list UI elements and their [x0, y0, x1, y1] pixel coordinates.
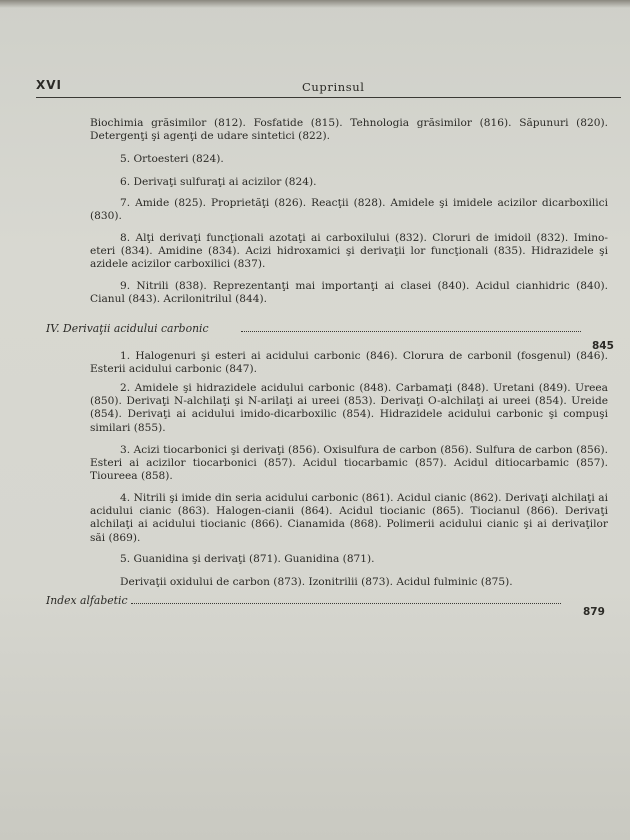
toc-index [36, 594, 621, 608]
toc-entry-nitrogen-derivatives: 8. Alţi derivaţi funcţionali azotaţi ai carboxilului (832). Cloruri de imidoil (832). Imino-eteri (834). Amidine (834). Acizi hidroxamici şi derivaţii lor funcţionali (835). Hidrazidele şi azidele acizilor carboxilici (837). [90, 232, 608, 271]
toc-entry-fat-biochemistry: Biochimia grăsimilor (812). Fosfatide (815). Tehnologia grăsimilor (816). Săpunuri (820). Detergenţi şi agenţi de udare sintetici (822). [90, 117, 608, 143]
toc-entry-carbonic-amides: 2. Amidele şi hidrazidele acidului carbonic (848). Carbamaţi (848). Uretani (849). Ureea (850). Derivaţi N-alchilaţi şi N-arilaţi ai ureei (853). Derivaţi O-alchilaţi ai ureei (854). Ureide (854). Derivaţi ai acidului imido-dicarboxilic (854). Hidrazidele acidului carbonic şi compuşi similari (855). [90, 382, 608, 434]
toc-entry-amides: 7. Amide (825). Proprietăţi (826). Reacţii (828). Amidele şi imidele acizilor dicarboxilici (830). [90, 197, 608, 223]
toc-entry-carbonic-halides: 1. Halogenuri şi esteri ai acidului carbonic (846). Clorura de carbonil (fosgenul) (846). Esterii acidului carbonic (847). [90, 350, 608, 376]
running-head: Cuprinsul [302, 80, 365, 94]
page-edge-shadow [0, 0, 630, 8]
section-iv-page-number: 845 [592, 340, 614, 352]
toc-entry-carbon-monoxide-derivatives: Derivaţii oxidului de carbon (873). Izonitrilii (873). Acidul fulminic (875). [120, 576, 513, 588]
index-title: Index alfabetic [46, 594, 128, 607]
toc-section-iv [36, 322, 621, 336]
index-page-number: 879 [583, 606, 605, 618]
toc-entry-sulfur-derivatives: 6. Derivaţi sulfuraţi ai acizilor (824). [120, 176, 317, 188]
toc-entry-orthoesters: 5. Ortoesteri (824). [120, 153, 224, 165]
toc-entry-thiocarbonic-acids: 3. Acizi tiocarbonici şi derivaţi (856). Oxisulfura de carbon (856). Sulfura de carbon (856). Esteri ai acizilor tiocarbonici (857). Acidul tiocarbamic (857). Acidul ditiocarbamic (857). Tioureea (858). [90, 444, 608, 483]
dot-leader [131, 603, 561, 604]
toc-entry-nitriles: 9. Nitrili (838). Reprezentanţi mai importanţi ai clasei (840). Acidul cianhidric (840). Cianul (843). Acrilonitrilul (844). [90, 280, 608, 306]
header-rule [36, 97, 621, 98]
section-iv-title: IV. Derivaţii acidului carbonic [46, 322, 209, 335]
toc-entry-carbonic-nitriles: 4. Nitrili şi imide din seria acidului carbonic (861). Acidul cianic (862). Derivaţi alchilaţi ai acidului cianic (863). Halogen-cianii (864). Acidul tiocianic (865). Tiocianul (866). Derivaţi alchilaţi ai acidului tiocianic (866). Cianamida (868). Polimerii acidului cianic şi ai derivaţilor săi (869). [90, 492, 608, 544]
toc-entry-guanidine: 5. Guanidina şi derivaţi (871). Guanidina (871). [120, 553, 375, 565]
dot-leader [241, 331, 581, 332]
page-folio: XVI [36, 78, 63, 92]
